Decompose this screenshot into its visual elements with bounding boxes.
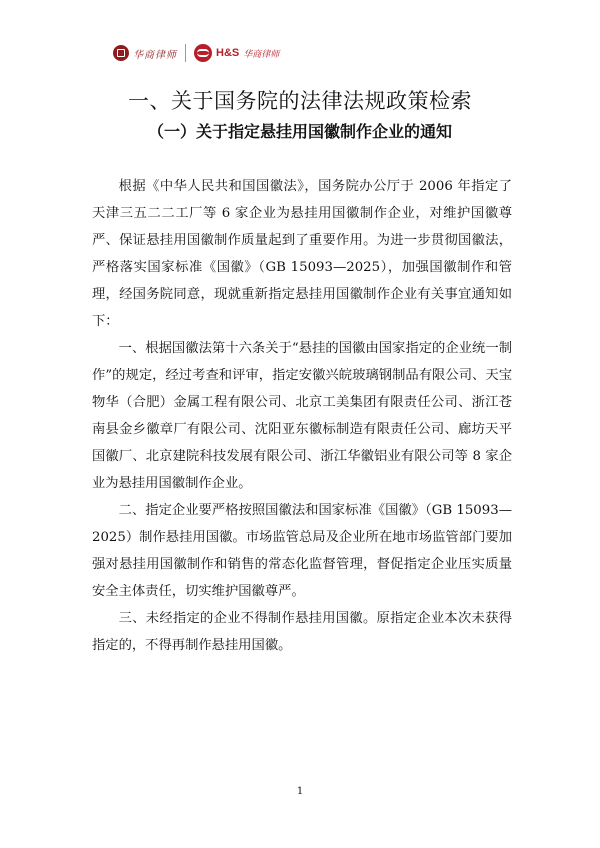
paragraph-item-2: 二、指定企业要严格按照国徽法和国家标准《国徽》（GB 15093—2025）制作悬挂用国徽。市场监管总局及企业所在地市场监管部门要加强对悬挂用国徽制作和销售的常态化监督管理，督促指定企业压实质量安全主体责任，切实维护国徽尊严。: [92, 503, 512, 599]
section-title: 一、关于国务院的法律法规政策检索: [128, 89, 472, 113]
paragraph-intro: 根据《中华人民共和国国徽法》，国务院办公厅于 2006 年指定了天津三五二二工厂等 6 家企业为悬挂用国徽制作企业，对维护国徽尊严、保证悬挂用国徽制作质量起到了重要作用。为进一步贯彻国徽法，严格落实国家标准《国徽》（GB 15093—2025），加强国徽制作和管理，经国务院同意，现就重新指定悬挂用国徽制作企业有关事宜通知如下：: [92, 179, 512, 329]
logo-divider: [185, 44, 186, 62]
firm-logo-left: [113, 45, 177, 61]
hs-emblem-icon: [194, 44, 212, 62]
paragraph-item-3: 三、未经指定的企业不得制作悬挂用国徽。原指定企业本次未获得指定的，不得再制作悬挂用国徽。: [92, 611, 512, 653]
hs-firm-text: 华商律师: [243, 49, 280, 60]
firm-logo-right: [194, 44, 279, 62]
page-number: 1: [296, 786, 304, 797]
hs-brand-text: H&S: [216, 47, 240, 59]
firm-logo-text: 华商律师: [133, 49, 177, 61]
header-logos: [113, 44, 279, 62]
document-body: [92, 173, 512, 659]
seal-icon: [113, 45, 129, 61]
paragraph-item-1: 一、根据国徽法第十六条关于“悬挂的国徽由国家指定的企业统一制作”的规定，经过考查和评审，指定安徽兴皖玻璃钢制品有限公司、天宝物华（合肥）金属工程有限公司、北京工美集团有限责任公司、浙江苍南县金乡徽章厂有限公司、沈阳亚东徽标制造有限责任公司、廊坊天平国徽厂、北京建院科技发展有限公司、浙江华徽铝业有限公司等 8 家企业为悬挂用国徽制作企业。: [92, 341, 512, 491]
subsection-title: （一）关于指定悬挂用国徽制作企业的通知: [147, 122, 452, 141]
